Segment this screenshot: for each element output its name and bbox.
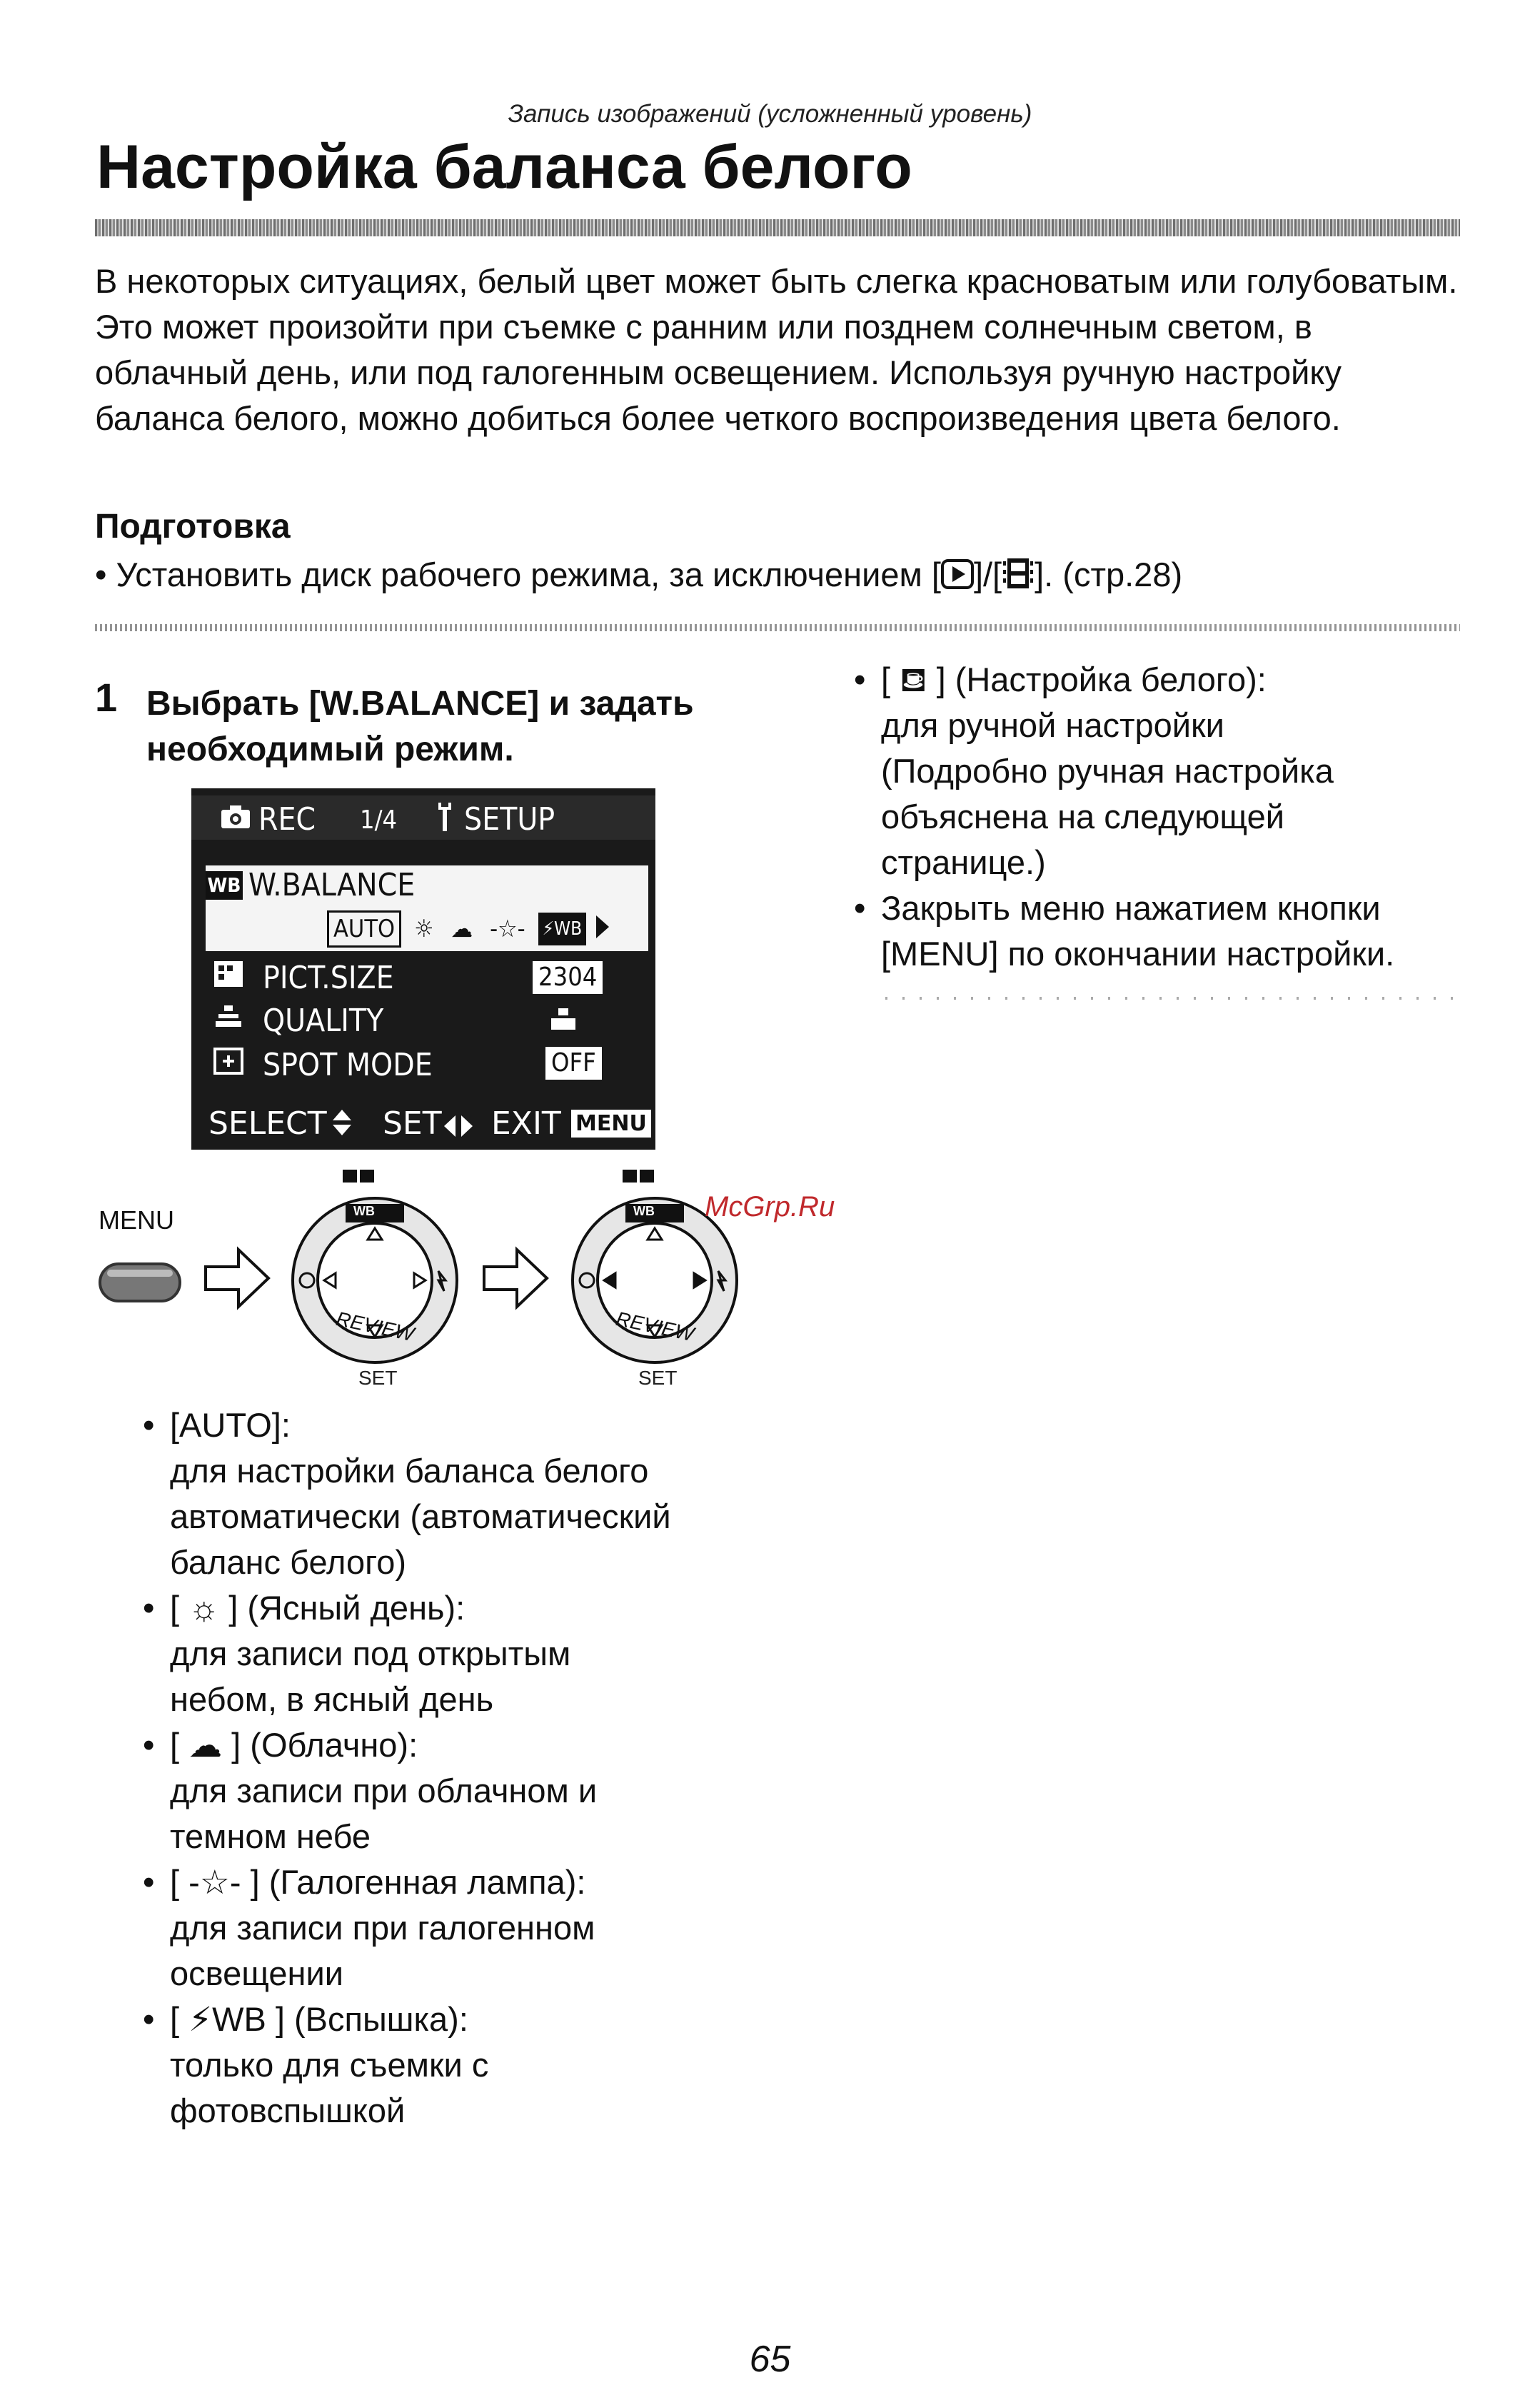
preparation-heading: Подготовка	[95, 508, 291, 546]
quality-icon	[213, 1003, 244, 1039]
menu-button-label: MENU	[99, 1205, 174, 1235]
wb-options	[327, 911, 610, 947]
list-item-head: • Закрыть меню нажатием кнопки	[854, 885, 1496, 931]
section-label: Запись изображений (усложненный уровень)	[508, 100, 1032, 128]
wrench-icon	[434, 801, 456, 840]
lcd-select-label: SELECT	[208, 1105, 327, 1142]
list-item-line: темном небе	[170, 1817, 371, 1855]
list-item-line: баланс белого)	[170, 1543, 407, 1581]
watermark: McGrp.Ru	[705, 1191, 835, 1222]
menu-button-icon	[97, 1250, 183, 1317]
step-number: 1	[95, 675, 118, 720]
list-item-head: • [ -☆- ] (Галогенная лампа):	[143, 1859, 800, 1905]
lcd-item-label: SPOT MODE	[263, 1047, 433, 1083]
arrow-right-icon	[595, 911, 610, 948]
list-item-line: только для съемки с	[170, 2046, 489, 2084]
list-item-line: освещении	[170, 1954, 343, 1992]
lcd-footer	[191, 1098, 655, 1150]
list-item-head: • [ ☁ ] (Облачно):	[143, 1722, 800, 1768]
updown-arrow-icon	[331, 1108, 353, 1145]
list-item-head: • [AUTO]:	[143, 1402, 800, 1448]
wb-option-halogen: -☆-	[490, 915, 525, 943]
section-divider	[95, 624, 1460, 631]
page-title: Настройка баланса белого	[96, 133, 912, 201]
dial-set-label: SET	[638, 1367, 678, 1389]
list-item-line: для записи при галогенном	[170, 1909, 595, 1947]
list-item-line: объяснена на следующей	[881, 798, 1284, 835]
cursor-dial-up-down	[286, 1163, 464, 1387]
list-item-line: автоматически (автоматический	[170, 1497, 671, 1535]
preparation-text-mid: ]/[	[973, 556, 1002, 593]
lcd-item-value: 2304	[533, 961, 603, 994]
list-item-line: для записи под открытым	[170, 1635, 571, 1672]
wb-option-sunny: ☼	[414, 915, 434, 943]
wb-notes-list	[854, 657, 1496, 977]
list-item-line: для ручной настройки	[881, 706, 1224, 744]
list-item	[854, 657, 1496, 885]
dial-wb-badge: WB	[633, 1204, 655, 1218]
preparation-text-before: • Установить диск рабочего режима, за исключением [	[95, 556, 941, 593]
list-item-line: для настройки баланса белого	[170, 1452, 649, 1490]
wb-option-auto: AUTO	[327, 910, 401, 948]
dial-set-label: SET	[358, 1367, 398, 1389]
wb-option-flash: ⚡WB	[538, 913, 587, 945]
movie-mode-icon	[1002, 557, 1035, 598]
list-item-line: фотовспышкой	[170, 2092, 406, 2129]
list-item-head: • [ ⛾ ] (Настройка белого):	[854, 657, 1496, 703]
lcd-menu-badge: MENU	[571, 1110, 651, 1138]
list-item-line: (Подробно ручная настройка	[881, 752, 1334, 790]
lcd-wb-row	[206, 865, 648, 951]
lcd-tab-page: 1/4	[360, 805, 398, 835]
list-item	[143, 1722, 800, 1859]
leftright-arrow-icon	[443, 1110, 474, 1146]
wb-label: W.BALANCE	[248, 867, 416, 903]
lcd-tab-setup: SETUP	[464, 801, 555, 838]
title-divider	[95, 219, 1460, 236]
dial-review-label: REVIEW	[614, 1307, 696, 1346]
camera-lcd-menu	[191, 788, 655, 1114]
list-item	[143, 1997, 800, 2134]
lcd-tab-bar	[191, 795, 655, 840]
arrow-right-icon	[201, 1242, 273, 1317]
lcd-set-label: SET	[383, 1105, 442, 1142]
spot-mode-icon	[213, 1047, 244, 1083]
list-item	[143, 1585, 800, 1722]
intro-paragraph: В некоторых ситуациях, белый цвет может быть слегка красноватым или голубоватым. Это может произойти при съемке с ранним или позднем солнечным светом, в облачный день, или под галогенным освещением. Используя ручную настройку баланса белого, можно добиться более четкого воспроизведения цвета белого.	[95, 262, 1458, 437]
wb-modes-list	[143, 1402, 800, 2134]
list-item	[143, 1859, 800, 1997]
lcd-tab-rec: REC	[258, 801, 316, 838]
list-item-line: небом, в ясный день	[170, 1680, 494, 1718]
grid-icon	[213, 960, 244, 996]
lcd-item-label: QUALITY	[263, 1003, 384, 1039]
preparation-text	[95, 555, 1182, 598]
list-item-head: • [ ☼ ] (Ясный день):	[143, 1585, 800, 1631]
list-item-line: странице.)	[881, 843, 1046, 881]
preparation-text-after: ]. (стр.28)	[1035, 556, 1183, 593]
lcd-item-label: PICT.SIZE	[263, 960, 394, 996]
list-item	[854, 885, 1496, 977]
wb-option-cloudy: ☁	[451, 915, 473, 943]
faint-divider	[885, 997, 1456, 1000]
lcd-item-value: OFF	[545, 1047, 602, 1080]
page-number: 65	[749, 2339, 791, 2380]
dial-review-label: REVIEW	[334, 1307, 416, 1346]
list-item-head: • [ ⚡WB ] (Вспышка):	[143, 1997, 800, 2042]
list-item-line: [MENU] по окончании настройки.	[881, 935, 1395, 973]
quality-value-icon	[548, 1005, 580, 1042]
wb-badge: WB	[206, 871, 243, 900]
step-instruction: Выбрать [W.BALANCE] и задать необходимый режим.	[146, 685, 694, 768]
dial-wb-badge: WB	[353, 1204, 375, 1218]
list-item-line: для записи при облачном и	[170, 1772, 598, 1809]
list-item	[143, 1402, 800, 1585]
camera-icon	[220, 801, 251, 838]
play-mode-icon	[941, 558, 974, 597]
lcd-exit-label: EXIT	[491, 1105, 561, 1142]
arrow-right-icon	[480, 1242, 551, 1317]
